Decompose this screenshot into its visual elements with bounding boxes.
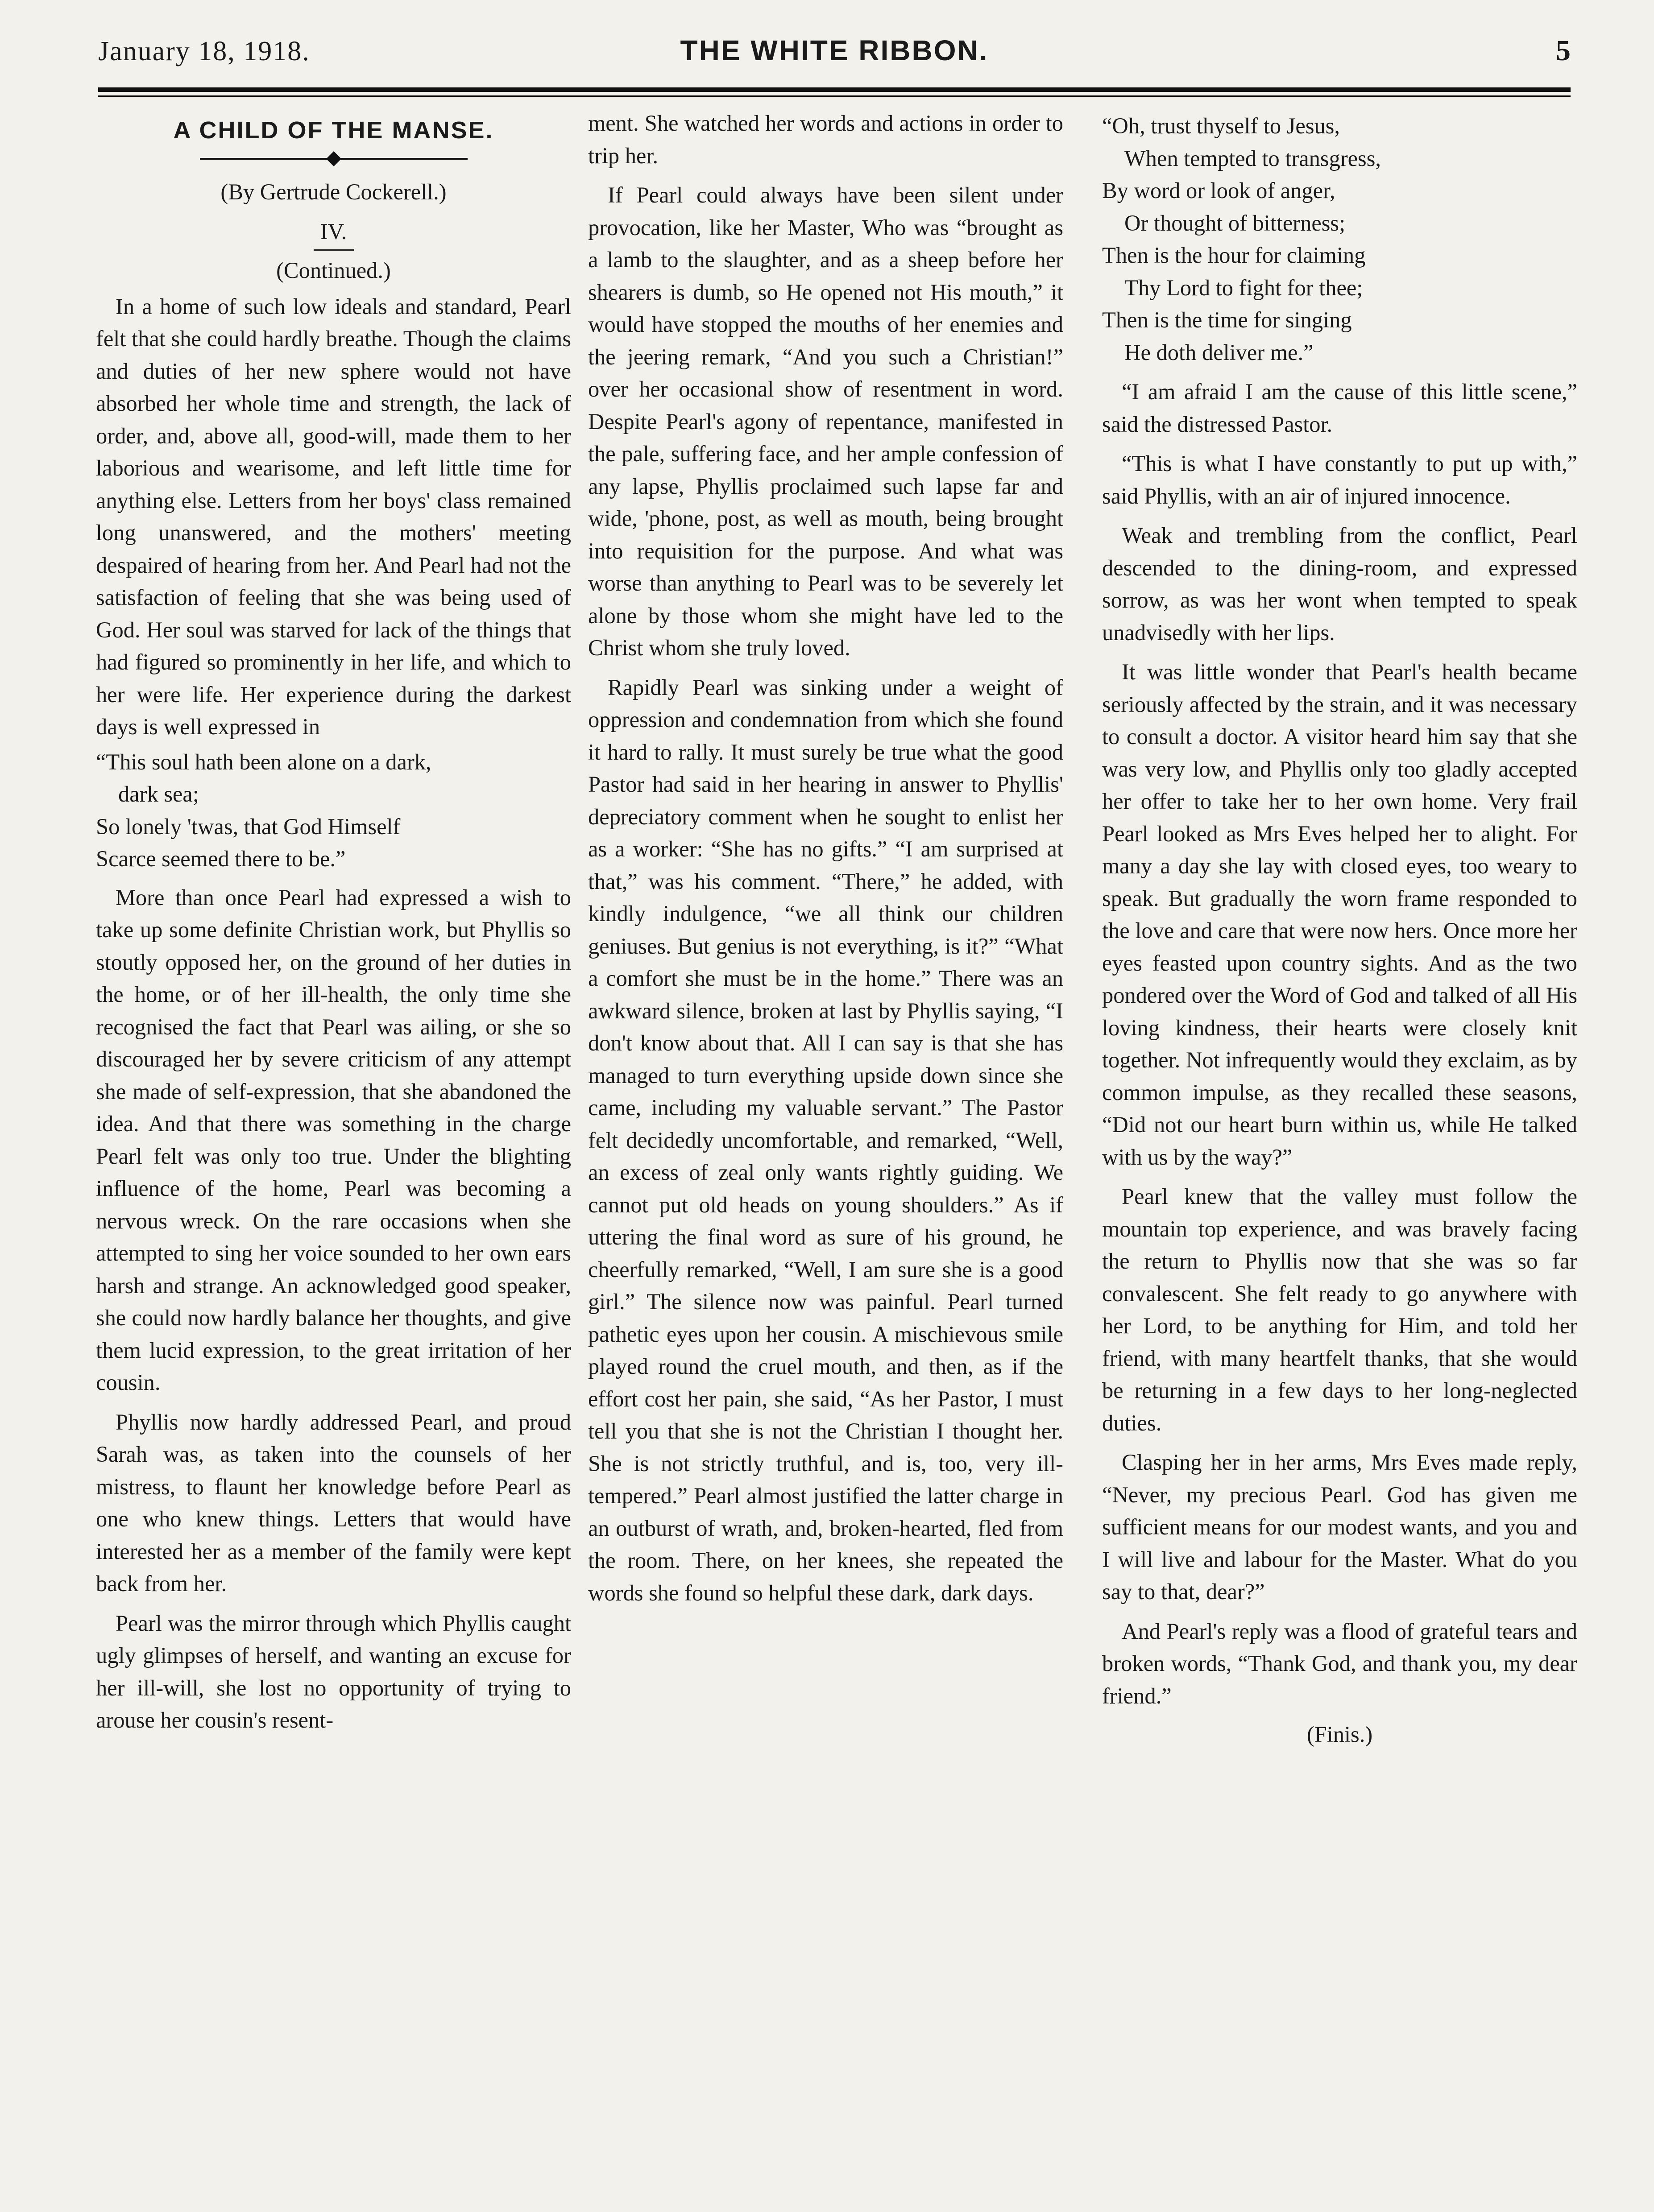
paragraph: If Pearl could always have been silent under provocation, like her Master, Who was “brought as a lamb to the slaughter, and as a sheep before her shearers is dumb, so He opened not His mouth,” it would have stopped the mouths of her enemies and the jeering remark, “And you such a Christian!” over her occasional show of resentment in word. Despite Pearl's agony of repentance, manifested in the pale, suffering face, and her ample confession of any lapse, Phyllis proclaimed such lapse far and wide, 'phone, post, as well as mouth, being brought into requisition for the purpose. And what was worse than anything to Pearl was to be severely let alone by those whom she might have led to the Christ whom she truly loved.: [588, 182, 1063, 660]
article-byline: (By Gertrude Cockerell.): [220, 179, 447, 204]
paragraph: Pearl knew that the valley must follow the mountain top experience, and was bravely facing the return to Phyllis now that she was so far convalescent. She felt ready to go anywhere with her Lord, to be anything for Him, and told her friend, with many heartfelt thanks, that she would be returning in a few days to her long-neglected duties.: [1102, 1184, 1577, 1435]
verse-line: Scarce seemed there to be.”: [96, 846, 346, 871]
article-title: A CHILD OF THE MANSE.: [173, 117, 494, 144]
paragraph: Rapidly Pearl was sinking under a weight of oppression and condemnation from which she found it hard to rally. It must surely be true what the good Pastor had said in her hearing in answer to Phyllis' depreciatory comment when he sought to enlist her as a worker: “She has no gifts.” “I am surprised at that,” was his comment. “There,” he added, with kindly indulgence, “we all think our children geniuses. But genius is not everything, is it?” “What a comfort she must be in the home.” There was an awkward silence, broken at last by Phyllis saying, “I don't know about that. All I can say is that she has managed to turn everything upside down since she came, including my valuable servant.” The Pastor felt decidedly uncomfortable, and remarked, “Well, an excess of zeal only wants rightly guiding. We cannot put old heads on young shoulders.” As if uttering the final word as sure of his ground, he cheerfully remarked, “Well, I am sure she is a good girl.” The silence now was painful. Pearl turned pathetic eyes upon her cousin. A mischievous smile played round the cruel mouth, and then, as if the effort cost her pain, she said, “As her Pastor, I must tell you that she is not the Christian I thought her. She is not strictly truthful, and is, too, very ill-tempered.” Pearl almost justified the latter charge in an outburst of wrath, and, broken-hearted, fled from the room. There, on her knees, she repeated the words she found so helpful these dark, dark days.: [588, 674, 1063, 1605]
paragraph: It was little wonder that Pearl's health became seriously affected by the strain, and it was necessary to consult a doctor. A visitor heard him say that she was very low, and Phyllis only too gladly accepted her offer to take her to her own home. Very frail Pearl looked as Mrs Eves helped her to alight. For many a day she lay with closed eyes, too weary to speak. But gradually the worn frame responded to the love and care that were now hers. Once more her eyes feasted upon country sights. And as the two pondered over the Word of God and talked of all His loving kindness, their hearts were closely knit together. Not infrequently would they exclaim, as by common impulse, as they recalled these seasons, “Did not our heart burn within us, while He talked with us by the way?”: [1102, 659, 1577, 1170]
part-rule: [314, 249, 354, 251]
verse-line: Or thought of bitterness;: [1124, 210, 1346, 236]
verse-line: By word or look of anger,: [1102, 178, 1335, 203]
header-rule-thick: [98, 87, 1571, 92]
paragraph: Phyllis now hardly addressed Pearl, and proud Sarah was, as taken into the counsels of her mistress, to flaunt her knowledge before Pearl as one who knew things. Letters that would have interested her as a member of the family were kept back from her.: [96, 1409, 571, 1596]
header-rule-thin: [98, 95, 1571, 97]
verse-line: Then is the time for singing: [1102, 307, 1352, 332]
verse-block: [1102, 110, 1577, 368]
paragraph: Clasping her in her arms, Mrs Eves made reply, “Never, my precious Pearl. God has given me sufficient means for our modest wants, and you and I will live and labour for the Master. What do you say to that, dear?”: [1102, 1450, 1577, 1604]
page-number: 5: [1556, 34, 1571, 67]
column-3: [1102, 107, 1577, 2159]
title-ornament: [200, 150, 468, 168]
paragraph: Pearl was the mirror through which Phyllis caught ugly glimpses of herself, and wanting an excuse for her ill-will, she lost no opportunity of trying to arouse her cousin's resent-: [96, 1610, 571, 1732]
verse-line: When tempted to transgress,: [1124, 145, 1381, 171]
paragraph: More than once Pearl had expressed a wish to take up some definite Christian work, but Phyllis so stoutly opposed her, on the ground of her duties in the home, or of her ill-health, the only time she recognised the fact that Pearl was ailing, or she so discouraged her by severe criticism of any attempt she made of self-expression, that she abandoned the idea. And that there was something in the charge Pearl felt was only too true. Under the blighting influence of the home, Pearl was becoming a nervous wreck. On the rare occasions when she attempted to sing her voice sounded to her own ears harsh and strange. An acknowledged good speaker, she could now hardly balance her thoughts, and give them lucid expression, to the great irritation of her cousin.: [96, 885, 571, 1395]
verse-block: [96, 746, 571, 875]
verse-line: Then is the hour for claiming: [1102, 243, 1366, 268]
column-1: [96, 107, 571, 2159]
paragraph: “This is what I have constantly to put up with,” said Phyllis, with an air of injured innocence.: [1102, 451, 1577, 509]
column-2: [588, 107, 1063, 2159]
paragraph: Weak and trembling from the conflict, Pearl descended to the dining-room, and expressed sorrow, as was her wont when tempted to speak unadvisedly with her lips.: [1102, 523, 1577, 645]
continued-label: (Continued.): [276, 258, 391, 283]
verse-line: Thy Lord to fight for thee;: [1124, 275, 1363, 300]
masthead: [98, 31, 1571, 80]
paragraph: ment. She watched her words and actions in order to trip her.: [588, 111, 1063, 168]
paragraph: And Pearl's reply was a flood of grateful tears and broken words, “Thank God, and thank you, my dear friend.”: [1102, 1618, 1577, 1708]
verse-line: “This soul hath been alone on a dark,: [96, 749, 431, 774]
finis-label: (Finis.): [1306, 1722, 1373, 1747]
article-part: IV.: [320, 219, 347, 244]
verse-line: “Oh, trust thyself to Jesus,: [1102, 113, 1340, 138]
verse-line: So lonely 'twas, that God Himself: [96, 814, 401, 839]
verse-line: He doth deliver me.”: [1124, 339, 1314, 365]
paragraph: In a home of such low ideals and standard, Pearl felt that she could hardly breathe. Though the claims and duties of her new sphere would not have absorbed her whole time and strength, the lack of order, and, above all, good-will, made them to her laborious and wearisome, and left little time for anything else. Letters from her boys' class remained long unanswered, and the mothers' meeting despaired of hearing from her. And Pearl had not the satisfaction of feeling that she was being used of God. Her soul was starved for lack of the things that had figured so prominently in her life, and which to her were life. Her experience during the darkest days is well expressed in: [96, 294, 571, 739]
paper-title: THE WHITE RIBBON.: [680, 34, 989, 66]
issue-date: January 18, 1918.: [98, 36, 310, 66]
paragraph: “I am afraid I am the cause of this little scene,” said the distressed Pastor.: [1102, 379, 1577, 437]
verse-line: dark sea;: [118, 781, 199, 806]
